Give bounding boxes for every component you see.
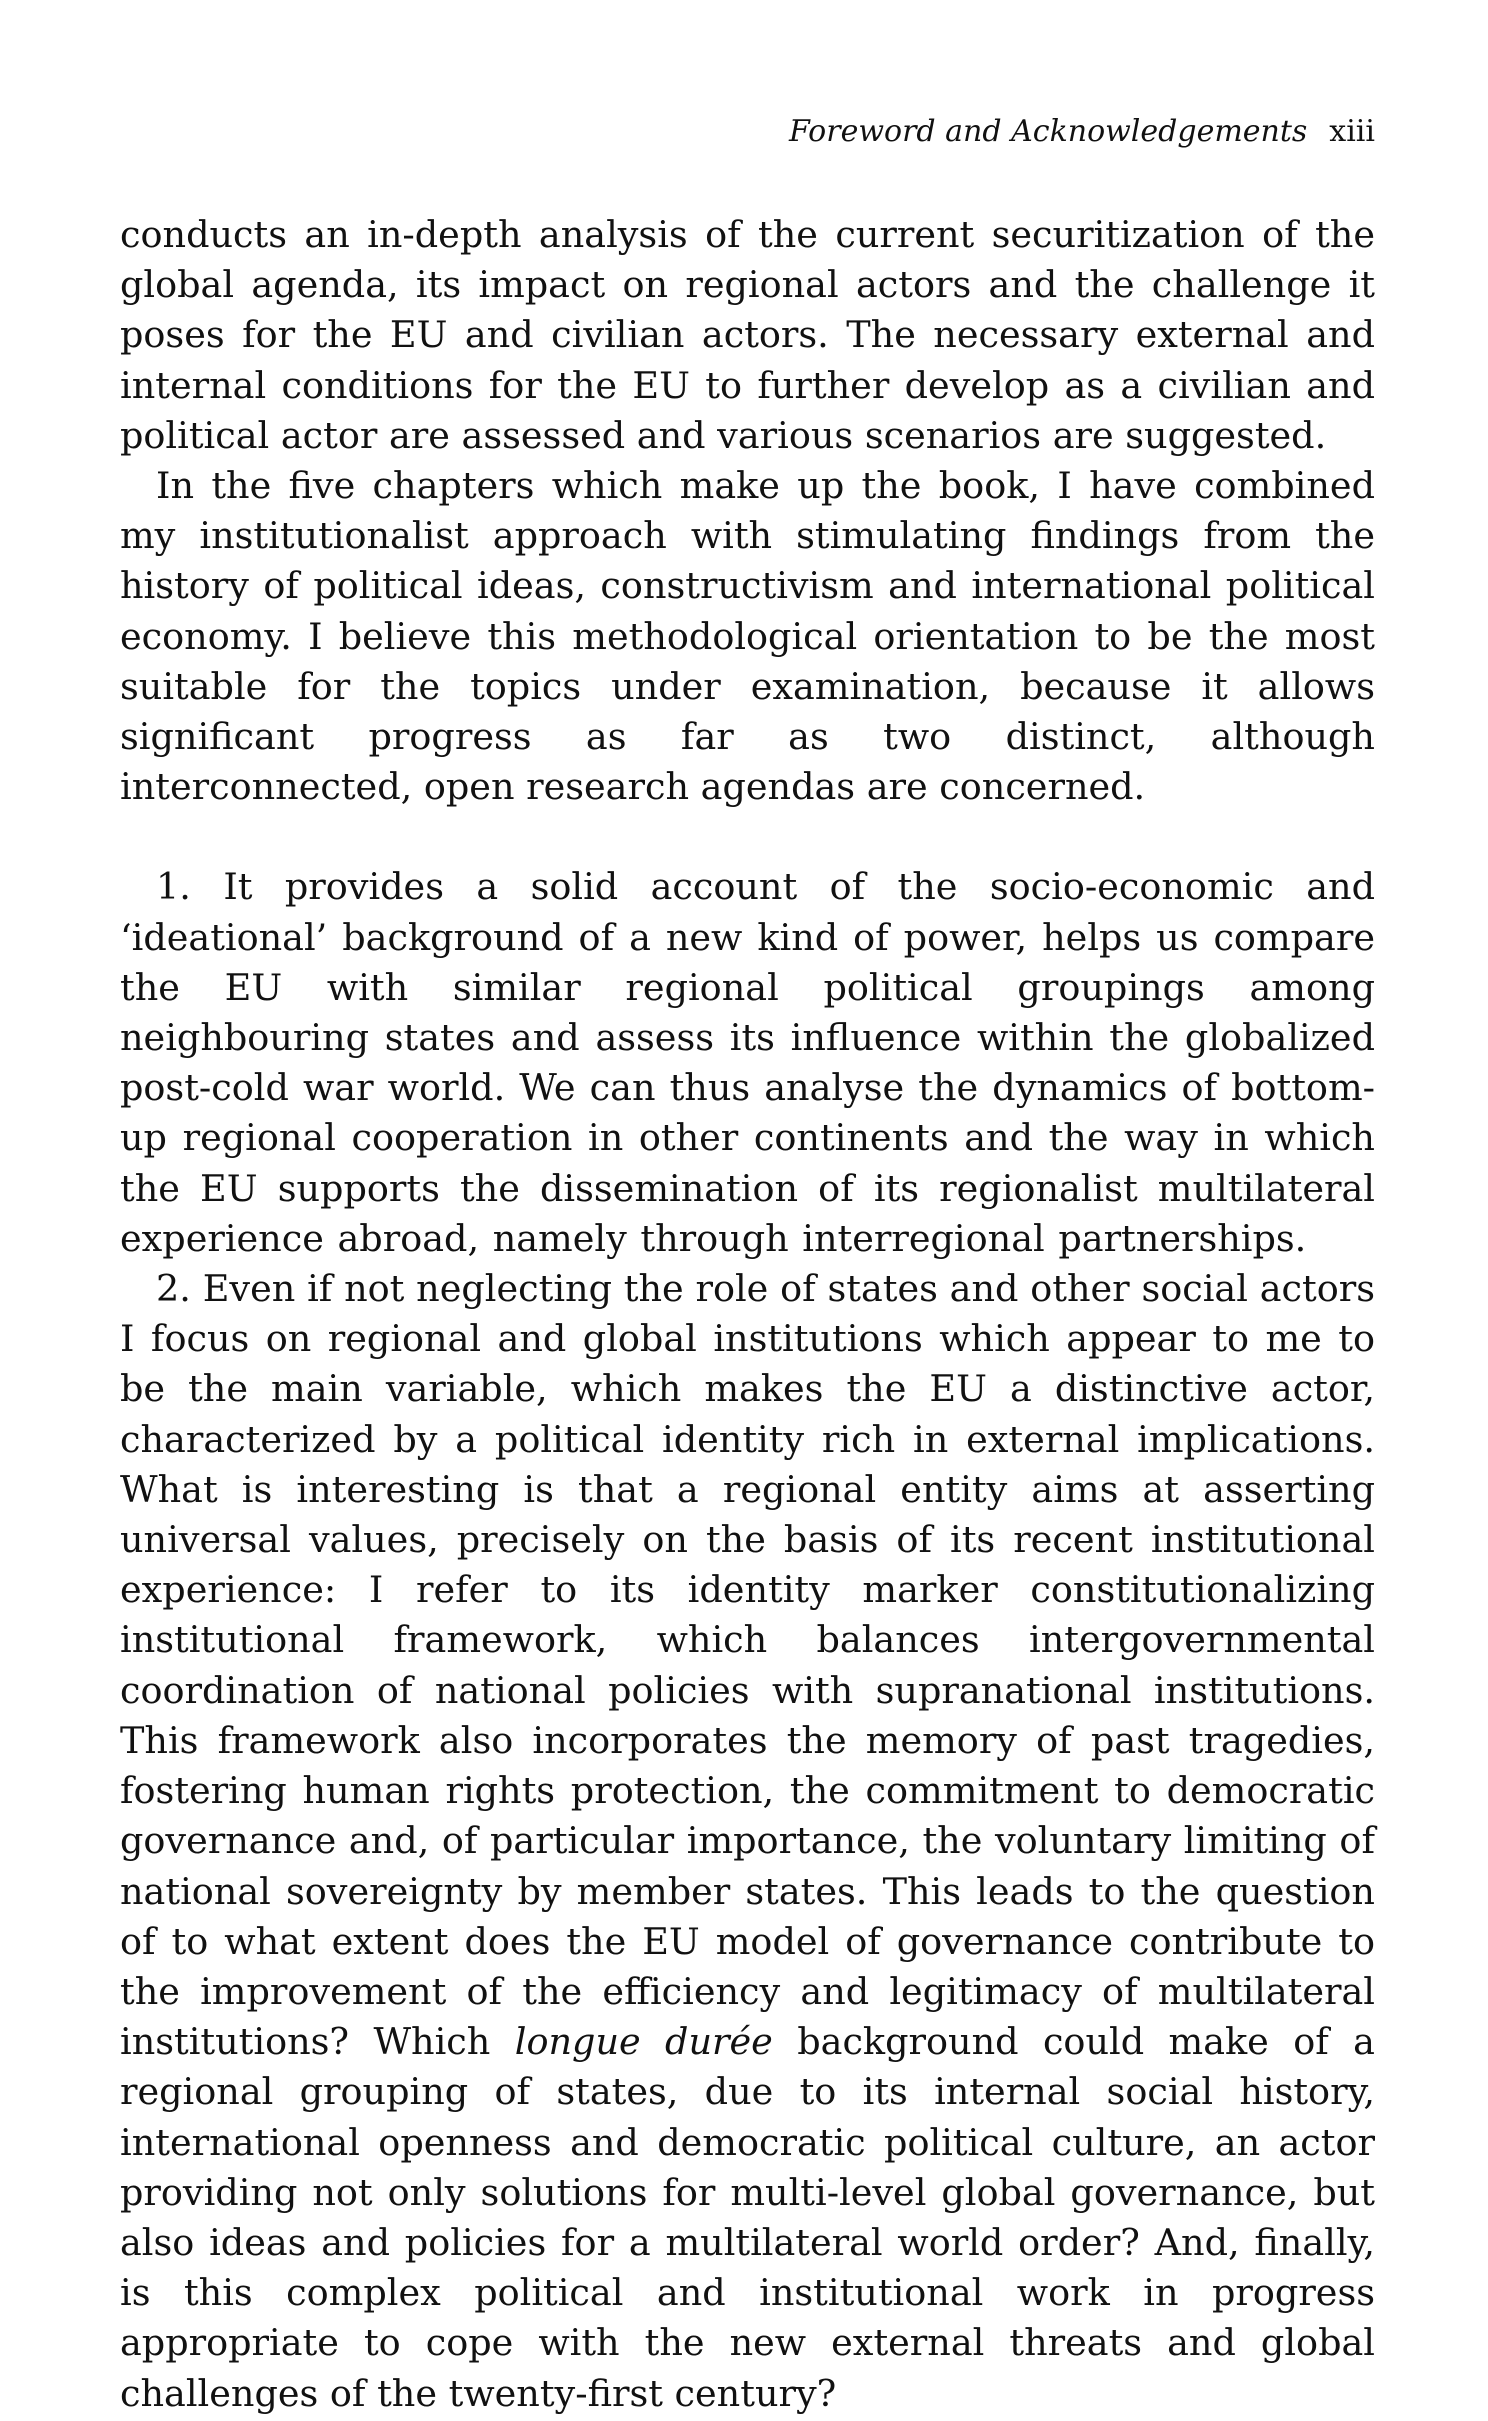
list-item-1-text: It provides a solid account of the socio-economic and ‘ideational’ background of a new kind of power, helps us compare the EU with similar regional political groupings among neighbouring states and assess its influence within the globalized post-cold war world. We can thus analyse the dynamics of bottom-up regional cooperation in other continents and the way in which the EU supports the dissemination of its regionalist multilateral experience abroad, namely through interregional partnerships. (120, 865, 1375, 1260)
running-head (789, 112, 1375, 152)
body-text (120, 210, 1375, 2419)
list-item-2-text-a: Even if not neglecting the role of states and other social actors I focus on regional and global institutions which appear to me to be the main variable, which makes the EU a distinctive actor, characterized by a political identity rich in external implications. What is interesting is that a regional entity aims at asserting universal values, precisely on the basis of its recent institutional experience: I refer to its identity marker constitutionalizing institutional framework, which balances intergovernmental coordination of national policies with supranational institutions. This framework also incorporates the memory of past tragedies, fostering human rights protection, the commitment to democratic governance and, of particular importance, the voluntary limiting of national sovereignty by member states. This leads to the question of to what extent does the EU model of governance contribute to the improvement of the efficiency and legitimacy of multilateral institutions? Which (120, 1267, 1375, 2064)
page-number: xiii (1329, 114, 1375, 149)
list-item-1-number: 1. (156, 865, 191, 909)
paragraph-continued: conducts an in-depth analysis of the current securitization of the global agenda, its impact on regional actors and the challenge it poses for the EU and civilian actors. The necessary external and internal conditions for the EU to further develop as a civilian and political actor are assessed and various scenarios are suggested. (120, 213, 1375, 457)
list-item-1 (120, 862, 1375, 1264)
list-item-2-number: 2. (156, 1267, 191, 1311)
paragraph-chapters: In the five chapters which make up the book, I have combined my institutionalist approach with stimulating findings from the history of political ideas, constructivism and international political economy. I believe this methodological orientation to be the most suitable for the topics under examination, because it allows significant progress as far as two distinct, although interconnected, open research agendas are concerned. (120, 464, 1375, 809)
running-head-title: Foreword and Acknowledgements (789, 114, 1308, 149)
list-item-2 (120, 1264, 1375, 2419)
list-item-2-text-b: background could make of a regional grouping of states, due to its internal social history, international openness and democratic political culture, an actor providing not only solutions for multi-level global governance, but also ideas and policies for a multilateral world order? And, finally, is this complex political and institutional work in progress appropriate to cope with the new external threats and global challenges of the twenty-first century? (120, 2020, 1375, 2415)
list-item-2-italic: longue durée (514, 2020, 773, 2064)
